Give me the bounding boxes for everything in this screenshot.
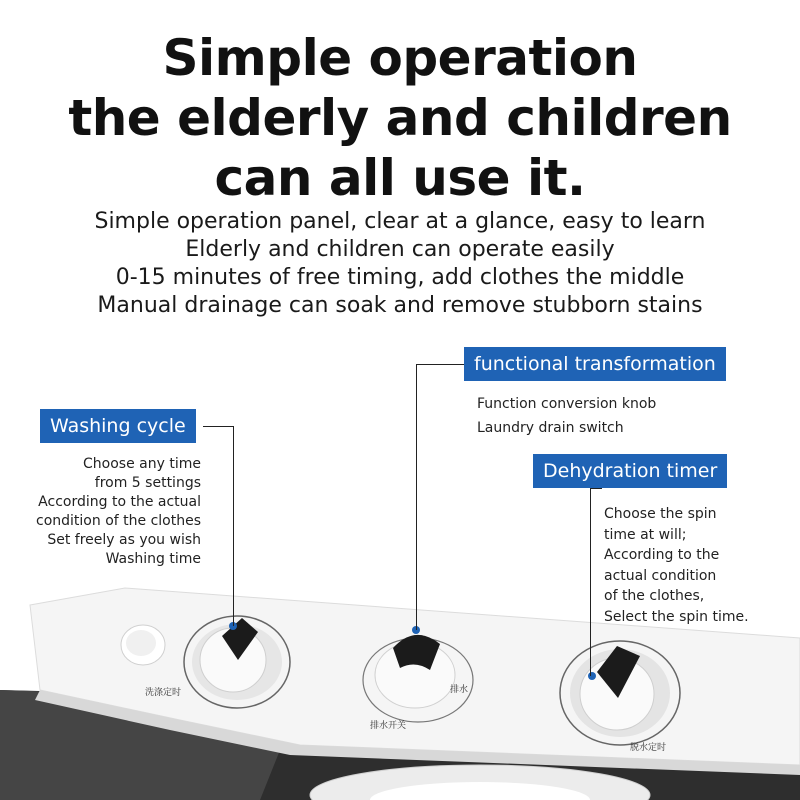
- dehydration-timer-tag: Dehydration timer: [533, 454, 727, 488]
- description-line-1: Simple operation panel, clear at a glance, easy to learn: [94, 209, 706, 234]
- dehydration-leader-h: [590, 488, 591, 676]
- wash-timer-label: 洗涤定时: [145, 688, 182, 698]
- description: [0, 208, 800, 320]
- washing-note-line: Set freely as you wish: [47, 532, 201, 548]
- washing-leader-v: [233, 426, 234, 626]
- dehydration-note-line: Select the spin time.: [604, 608, 749, 625]
- dehydration-leader-t: [590, 488, 602, 489]
- washing-note-line: Choose any time: [83, 456, 201, 472]
- washing-note-line: from 5 settings: [94, 475, 201, 491]
- drain-switch-label: 排水开关: [370, 721, 407, 731]
- washing-note-line: According to the actual: [38, 494, 201, 510]
- dehydration-note-line: actual condition: [604, 567, 717, 584]
- functional-note-line: Laundry drain switch: [477, 420, 624, 436]
- dehydration-note-line: time at will;: [604, 526, 687, 543]
- washing-note-line: condition of the clothes: [36, 513, 201, 529]
- washing-leader-h: [203, 426, 233, 427]
- washing-cycle-tag: Washing cycle: [40, 409, 196, 443]
- dehydration-note: [604, 504, 749, 627]
- description-line-3: 0-15 minutes of free timing, add clothes the middle: [115, 265, 685, 290]
- functional-leader-v: [416, 364, 417, 630]
- description-line-2: Elderly and children can operate easily: [185, 237, 615, 262]
- washing-knob-icon[interactable]: [184, 616, 290, 708]
- functional-leader-h: [416, 364, 464, 365]
- dehydration-note-line: of the clothes,: [604, 588, 705, 604]
- washing-cycle-note: [36, 455, 201, 569]
- description-line-4: Manual drainage can soak and remove stubborn stains: [97, 293, 703, 318]
- dehydration-note-line: According to the: [604, 547, 720, 563]
- drain-label: 排水: [450, 685, 469, 695]
- functional-note-line: Function conversion knob: [477, 396, 657, 412]
- headline-line-2: the elderly and children: [68, 89, 732, 147]
- spin-timer-label: 脱水定时: [630, 743, 667, 753]
- washing-note-line: Washing time: [105, 551, 201, 567]
- functional-transformation-tag: functional transformation: [464, 347, 726, 381]
- functional-note: [477, 392, 656, 440]
- spin-knob-icon[interactable]: [560, 641, 680, 745]
- dehydration-note-line: Choose the spin: [604, 506, 717, 522]
- headline: [0, 28, 800, 208]
- headline-line-1: Simple operation: [162, 29, 638, 87]
- headline-line-3: can all use it.: [214, 149, 586, 207]
